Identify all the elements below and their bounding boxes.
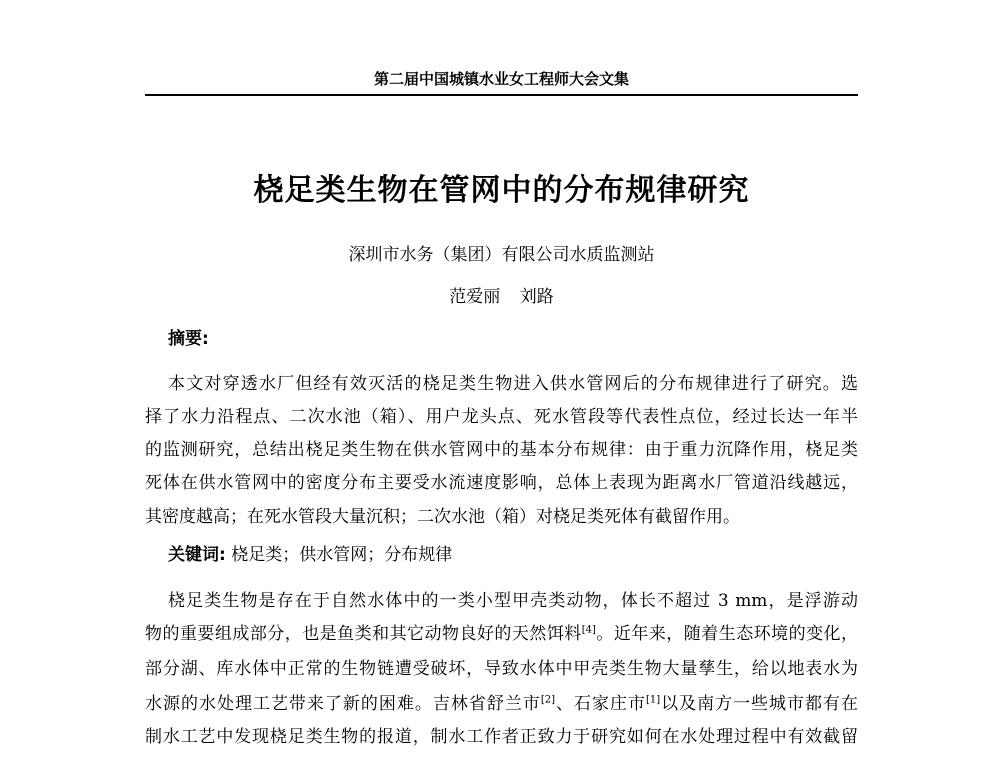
affiliation: 深圳市水务（集团）有限公司水质监测站	[348, 245, 655, 265]
citation-4: [4]	[581, 624, 596, 636]
abstract-heading: 摘要:	[168, 329, 209, 349]
keywords-value: 桡足类；供水管网；分布规律	[231, 545, 453, 565]
citation-2: [2]	[540, 694, 555, 706]
text: 以及南方一些城市都有在	[660, 694, 858, 714]
body-line	[145, 689, 858, 714]
authors: 范爱丽 刘路	[449, 287, 554, 307]
body-line: 制水工艺中发现桡足类生物的报道，制水工作者正致力于研究如何在水处理过程中有效截留	[145, 727, 858, 747]
abstract-line: 本文对穿透水厂但经有效灭活的桡足类生物进入供水管网后的分布规律进行了研究。选	[168, 374, 858, 394]
text: 。近年来，随着生态环境的变化，	[595, 624, 858, 644]
running-header: 第二届中国城镇水业女工程师大会文集	[373, 70, 629, 88]
body-line: 桡足类生物是存在于自然水体中的一类小型甲壳类动物，体长不超过 3 mm，是浮游动	[168, 591, 858, 611]
abstract-line: 的监测研究，总结出桡足类生物在供水管网中的基本分布规律：由于重力沉降作用，桡足类	[145, 440, 858, 460]
header-rule	[145, 94, 858, 96]
abstract-line: 择了水力沿程点、二次水池（箱）、用户龙头点、死水管段等代表性点位，经过长达一年半	[145, 407, 858, 427]
text: 水源的水处理工艺带来了新的困难。吉林省舒兰市	[145, 694, 541, 714]
abstract-line: 死体在供水管网中的密度分布主要受水流速度影响，总体上表现为距离水厂管道沿线越远，	[145, 473, 858, 493]
text: 、石家庄市	[554, 694, 646, 714]
keywords	[168, 540, 452, 565]
body-line: 部分湖、库水体中正常的生物链遭受破坏，导致水体中甲壳类生物大量孳生，给以地表水为	[145, 659, 858, 679]
paper-title: 桡足类生物在管网中的分布规律研究	[253, 173, 750, 208]
keywords-label: 关键词:	[168, 545, 226, 565]
body-line	[145, 619, 858, 644]
text: 物的重要组成部分，也是鱼类和其它动物良好的天然饵料	[145, 624, 582, 644]
abstract-line: 其密度越高；在死水管段大量沉积；二次水池（箱）对桡足类死体有截留作用。	[145, 507, 740, 527]
citation-1: [1]	[645, 694, 661, 706]
